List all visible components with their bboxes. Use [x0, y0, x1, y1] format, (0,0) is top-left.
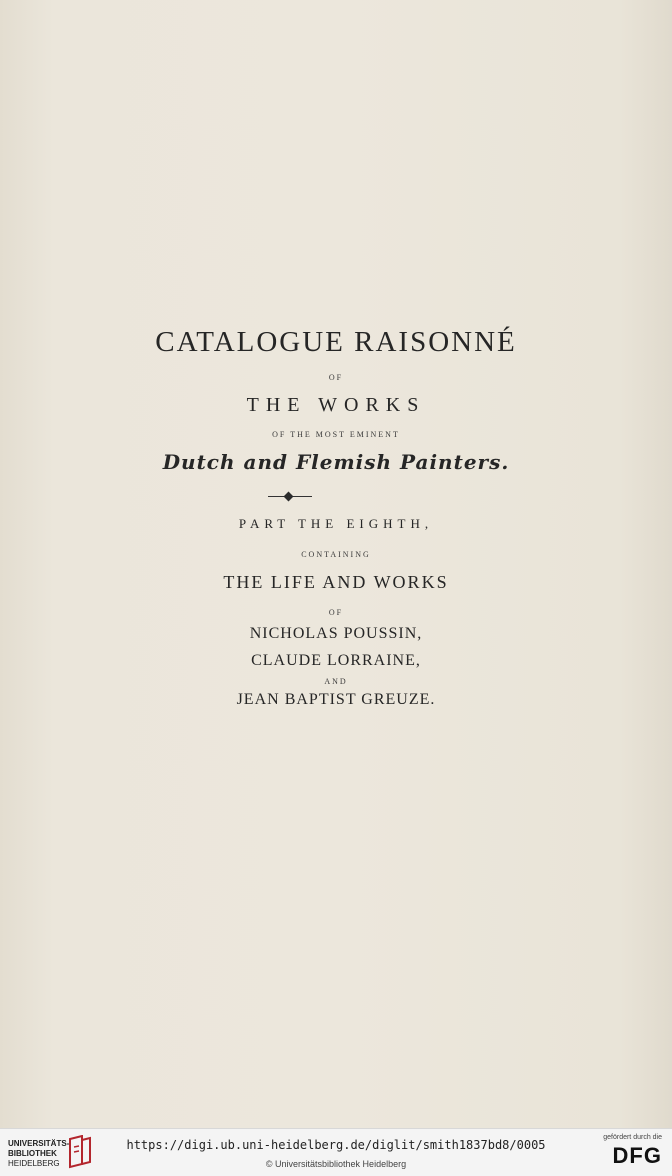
containing-label: CONTAINING — [301, 550, 371, 559]
artist-lorraine: CLAUDE LORRAINE, — [251, 652, 421, 669]
and-label: AND — [324, 677, 348, 686]
page-title: CATALOGUE RAISONNÉ — [155, 326, 517, 358]
permalink-url[interactable]: https://digi.ub.uni-heidelberg.de/diglit/smith1837bd8/0005 — [126, 1138, 546, 1152]
funded-by-label: gefördert durch die — [603, 1134, 662, 1141]
most-eminent-label: OF THE MOST EMINENT — [272, 430, 400, 439]
the-works-heading: THE WORKS — [246, 394, 426, 416]
ornament-diamond — [284, 492, 294, 502]
life-and-works-heading: THE LIFE AND WORKS — [223, 572, 449, 592]
library-name[interactable]: UNIVERSITÄTS- BIBLIOTHEK HEIDELBERG — [8, 1139, 70, 1168]
of-label-2: OF — [328, 608, 344, 617]
of-label: OF — [328, 373, 344, 382]
dutch-flemish-heading: Dutch and Flemish Painters. — [162, 450, 510, 474]
footer-bar — [0, 1128, 672, 1176]
part-heading: PART THE EIGHTH, — [238, 516, 434, 531]
copyright-text: © Universitätsbibliothek Heidelberg — [265, 1159, 407, 1169]
dfg-logo[interactable]: DFG — [612, 1143, 662, 1168]
artist-poussin: NICHOLAS POUSSIN, — [249, 625, 423, 642]
artist-greuze: JEAN BAPTIST GREUZE. — [236, 691, 436, 708]
